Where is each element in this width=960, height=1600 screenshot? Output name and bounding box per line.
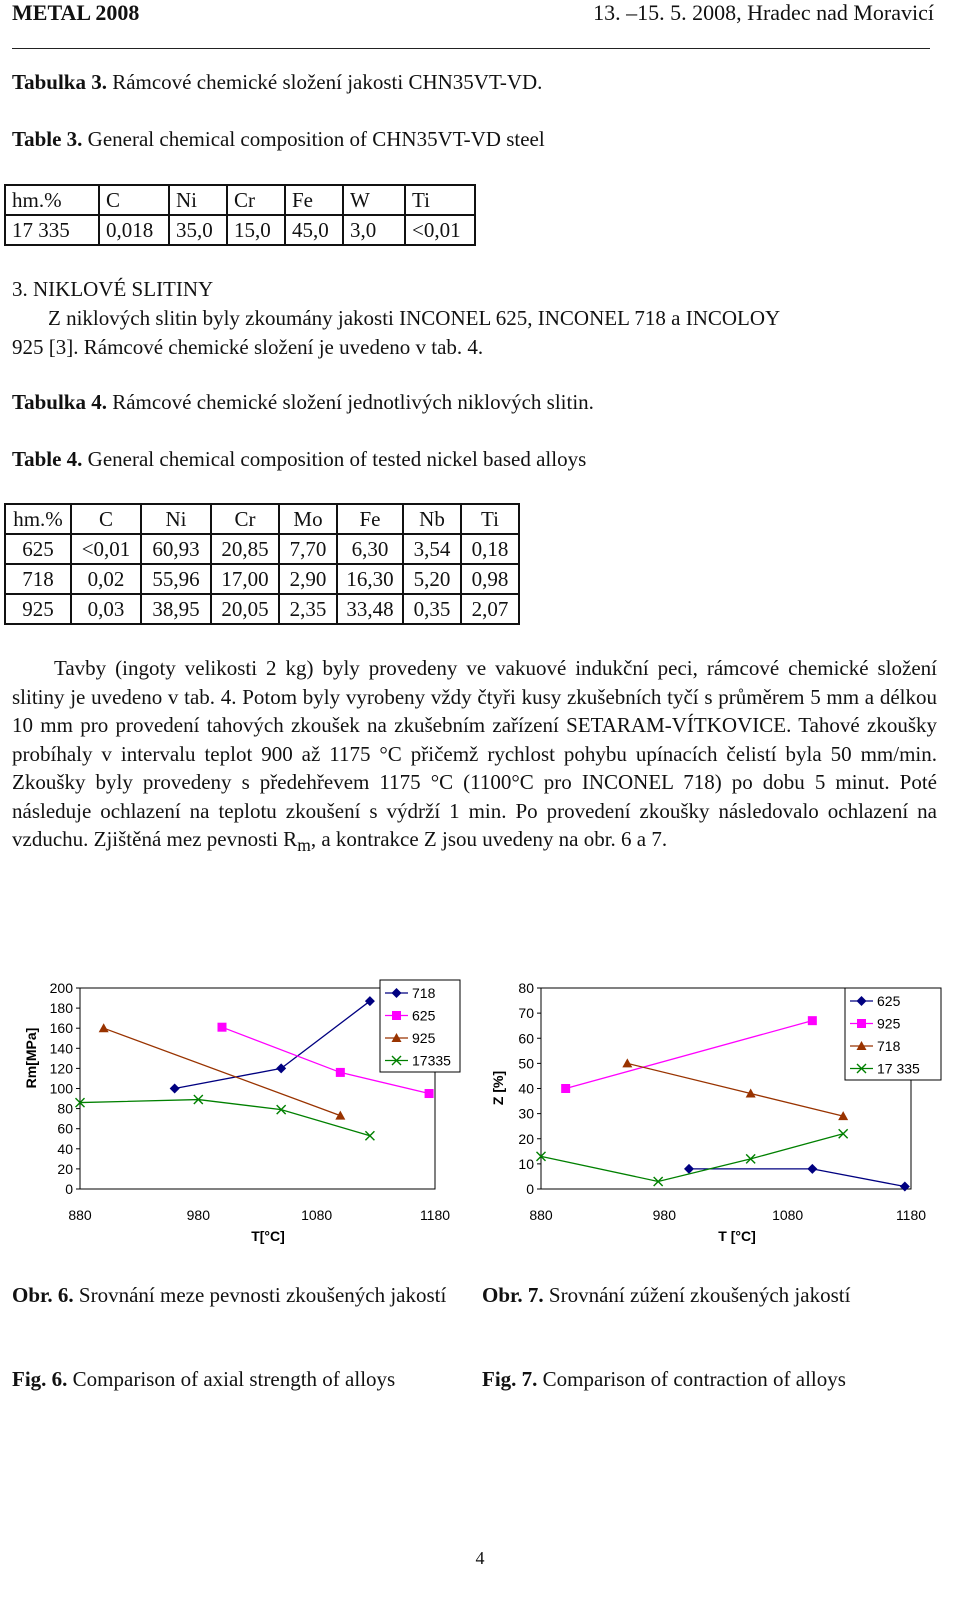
y-tick-label: 80 <box>518 980 534 996</box>
table-header-cell: hm.% <box>5 504 71 534</box>
table-cell: 0,18 <box>461 534 519 564</box>
table-cell: <0,01 <box>71 534 141 564</box>
table-cell: 6,30 <box>337 534 403 564</box>
data-point <box>807 1164 817 1174</box>
table-header-cell: Cr <box>211 504 279 534</box>
series-line-3 <box>80 1100 370 1136</box>
table-header-cell: Cr <box>227 185 285 215</box>
section-text-line2: 925 [3]. Rámcové chemické složení je uvedeno v tab. 4. <box>12 335 484 359</box>
data-point <box>336 1068 345 1077</box>
table-header-cell: Ni <box>141 504 211 534</box>
x-tick-label: 980 <box>652 1207 677 1223</box>
x-axis-label: T[°C] <box>251 1228 285 1244</box>
table-cell: 45,0 <box>285 215 343 245</box>
table-cell: 17,00 <box>211 564 279 594</box>
series-line-2 <box>627 1063 843 1116</box>
legend-label: 625 <box>412 1007 436 1024</box>
table-header-cell: Ti <box>461 504 519 534</box>
y-tick-label: 100 <box>49 1080 73 1097</box>
table-cell: 0,018 <box>99 215 169 245</box>
table-cell: 7,70 <box>279 534 337 564</box>
data-point <box>170 1084 180 1094</box>
table-cell: 15,0 <box>227 215 285 245</box>
header-rule <box>12 48 930 49</box>
y-tick-label: 80 <box>57 1100 73 1117</box>
table4 <box>4 503 520 625</box>
header-right: 13. –15. 5. 2008, Hradec nad Moravicí <box>593 0 934 25</box>
y-tick-label: 140 <box>49 1040 73 1057</box>
section-title: 3. NIKLOVÉ SLITINY <box>12 277 214 301</box>
fig7-caption-cz: Obr. 7. Srovnání zúžení zkoušených jakostí <box>482 1283 851 1307</box>
legend-label: 17 335 <box>877 1060 920 1077</box>
table-header-cell: C <box>71 504 141 534</box>
y-tick-label: 20 <box>518 1130 534 1147</box>
legend-label: 925 <box>877 1015 901 1032</box>
table-header-cell: Fe <box>337 504 403 534</box>
x-tick-label: 980 <box>186 1207 211 1223</box>
x-tick-label: 1180 <box>895 1207 927 1223</box>
data-point <box>654 1177 663 1186</box>
x-tick-label: 880 <box>529 1207 553 1223</box>
y-tick-label: 30 <box>518 1105 534 1122</box>
y-tick-label: 20 <box>57 1160 73 1177</box>
y-axis-label: Z [%] <box>490 1070 506 1106</box>
data-point <box>218 1023 227 1032</box>
table-row <box>5 215 475 245</box>
x-tick-label: 1080 <box>301 1207 333 1223</box>
table-cell: 55,96 <box>141 564 211 594</box>
table-cell: 2,35 <box>279 594 337 624</box>
legend-marker <box>392 1011 401 1020</box>
y-tick-label: 120 <box>49 1060 73 1077</box>
table-cell: 3,0 <box>343 215 405 245</box>
data-point <box>335 1111 345 1120</box>
y-tick-label: 0 <box>65 1181 73 1197</box>
section-text-line1: Z niklových slitin byly zkoumány jakosti INCONEL 625, INCONEL 718 a INCOLOY <box>48 306 781 330</box>
table-header-cell: Fe <box>285 185 343 215</box>
y-tick-label: 60 <box>57 1120 73 1137</box>
series-line-3 <box>541 1134 843 1182</box>
table-cell: 0,03 <box>71 594 141 624</box>
y-axis-label: Rm[MPa] <box>23 1027 39 1089</box>
table-cell: 60,93 <box>141 534 211 564</box>
table-cell: 0,98 <box>461 564 519 594</box>
header-left: METAL 2008 <box>12 0 140 25</box>
fig7-caption-en: Fig. 7. Comparison of contraction of alloys <box>482 1367 846 1391</box>
table3 <box>4 184 476 246</box>
y-tick-label: 10 <box>518 1155 534 1172</box>
z-chart <box>475 970 950 1250</box>
legend-label: 718 <box>412 985 436 1001</box>
table-cell: 2,07 <box>461 594 519 624</box>
table-cell: 0,35 <box>403 594 461 624</box>
table-header-cell: C <box>99 185 169 215</box>
data-point <box>365 996 375 1006</box>
table-cell: 625 <box>5 534 71 564</box>
table-cell: 35,0 <box>169 215 227 245</box>
table-cell: 0,02 <box>71 564 141 594</box>
table-header-row <box>5 185 475 215</box>
data-point <box>425 1089 434 1098</box>
y-tick-label: 40 <box>57 1140 73 1157</box>
table4-caption-cz: Tabulka 4. Rámcové chemické složení jednotlivých niklových slitin. <box>12 390 594 414</box>
x-tick-label: 880 <box>68 1207 92 1223</box>
table-cell: 718 <box>5 564 71 594</box>
table-header-cell: hm.% <box>5 185 99 215</box>
y-tick-label: 50 <box>518 1055 534 1072</box>
table-row <box>5 564 519 594</box>
table-header-cell: Mo <box>279 504 337 534</box>
data-point <box>622 1058 632 1067</box>
table-cell: 3,54 <box>403 534 461 564</box>
table-cell: 16,30 <box>337 564 403 594</box>
x-tick-label: 1180 <box>419 1207 451 1223</box>
data-point <box>276 1063 286 1073</box>
y-tick-label: 60 <box>518 1030 534 1047</box>
table-header-cell: Ti <box>405 185 475 215</box>
fig6-caption-cz: Obr. 6. Srovnání meze pevnosti zkoušených jakostí <box>12 1283 447 1307</box>
data-point <box>684 1164 694 1174</box>
table-row <box>5 594 519 624</box>
table-cell: 33,48 <box>337 594 403 624</box>
y-tick-label: 160 <box>49 1020 73 1037</box>
data-point <box>99 1023 109 1032</box>
y-tick-label: 0 <box>526 1181 534 1197</box>
legend-marker <box>857 1019 866 1028</box>
table-cell: 20,85 <box>211 534 279 564</box>
data-point <box>900 1181 910 1191</box>
table-cell: 2,90 <box>279 564 337 594</box>
y-tick-label: 40 <box>518 1080 534 1097</box>
data-point <box>561 1084 570 1093</box>
table-header-cell: Nb <box>403 504 461 534</box>
rm-chart <box>0 970 470 1250</box>
legend-label: 925 <box>412 1030 436 1046</box>
table-cell: 20,05 <box>211 594 279 624</box>
legend-label: 718 <box>877 1038 901 1054</box>
legend-label: 17335 <box>412 1052 451 1069</box>
x-axis-label: T [°C] <box>718 1228 756 1244</box>
table-cell: 17 335 <box>5 215 99 245</box>
data-point <box>746 1154 755 1163</box>
series-line-0 <box>689 1169 905 1187</box>
y-tick-label: 70 <box>518 1005 534 1022</box>
table-header-cell: Ni <box>169 185 227 215</box>
table-cell: 38,95 <box>141 594 211 624</box>
legend-label: 625 <box>877 993 901 1009</box>
table-header-cell: W <box>343 185 405 215</box>
data-point <box>808 1016 817 1025</box>
table-header-row <box>5 504 519 534</box>
data-point <box>365 1131 374 1140</box>
table3-caption-en: Table 3. General chemical composition of CHN35VT-VD steel <box>12 127 545 151</box>
x-tick-label: 1080 <box>772 1207 804 1223</box>
body-paragraph: Tavby (ingoty velikosti 2 kg) byly provedeny ve vakuové indukční peci, rámcové chemické složení slitiny je uvedeno v tab. 4. Potom byly vyrobeny vždy čtyři kusy zkušebních tyčí s průměrem 5 mm a délkou 10 mm pro provedení tahových zkoušek na zkušebním zařízení SETARAM-VÍTKOVICE. Tahové zkoušky probíhaly v intervalu teplot 900 až 1175 °C přičemž rychlost pohybu upínacích čelistí byla 50 mm/min. Zkoušky byly provedeny s předehřevem 1175 °C (1100°C pro INCONEL 718) po dobu 5 minut. Poté následuje ochlazení na teplotu zkoušení s výdrží 1 min. Po provedení zkoušky následovalo ochlazení na vzduchu. Zjištěná mez pevnosti $R_m$, a kontrakce Z jsou uvedeny na obr. 6 a 7. <box>12 656 937 856</box>
table-cell: <0,01 <box>405 215 475 245</box>
data-point <box>839 1129 848 1138</box>
y-tick-label: 180 <box>49 1000 73 1017</box>
table-row <box>5 534 519 564</box>
table3-caption-cz: Tabulka 3. Rámcové chemické složení jakosti CHN35VT-VD. <box>12 70 543 94</box>
y-tick-label: 200 <box>49 980 73 996</box>
table-cell: 5,20 <box>403 564 461 594</box>
page-number: 4 <box>475 1548 485 1568</box>
table4-caption-en: Table 4. General chemical composition of tested nickel based alloys <box>12 447 587 471</box>
fig6-caption-en: Fig. 6. Comparison of axial strength of alloys <box>12 1367 396 1391</box>
table-cell: 925 <box>5 594 71 624</box>
